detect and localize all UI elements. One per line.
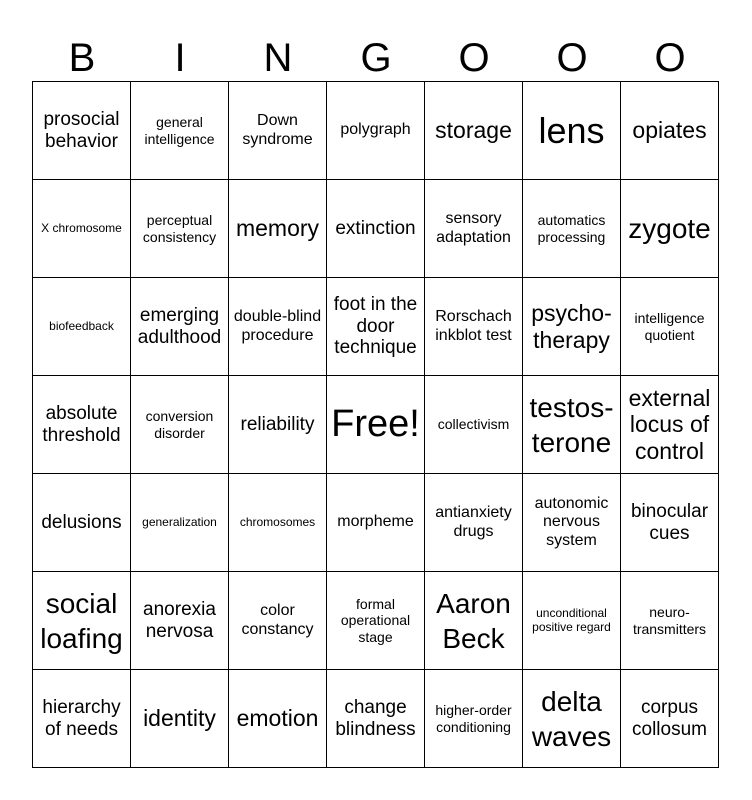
bingo-cell[interactable]: perceptual consistency	[131, 180, 229, 278]
header-letter-n: N	[263, 36, 293, 80]
bingo-cell[interactable]: psycho-therapy	[523, 278, 621, 376]
header-letter-i: I	[174, 36, 186, 80]
bingo-cell[interactable]: lens	[523, 82, 621, 180]
bingo-cell[interactable]: color constancy	[229, 572, 327, 670]
bingo-cell[interactable]: chromosomes	[229, 474, 327, 572]
bingo-cell[interactable]: biofeedback	[33, 278, 131, 376]
bingo-cell[interactable]: external locus of control	[621, 376, 719, 474]
bingo-cell[interactable]: prosocial behavior	[33, 82, 131, 180]
bingo-cell[interactable]: formal operational stage	[327, 572, 425, 670]
bingo-cell[interactable]: sensory adaptation	[425, 180, 523, 278]
bingo-cell[interactable]: automatics processing	[523, 180, 621, 278]
bingo-cell[interactable]: foot in the door technique	[327, 278, 425, 376]
bingo-cell[interactable]: delusions	[33, 474, 131, 572]
bingo-header	[33, 34, 719, 82]
bingo-cell[interactable]: change blindness	[327, 670, 425, 768]
bingo-cell[interactable]: identity	[131, 670, 229, 768]
bingo-cell[interactable]: morpheme	[327, 474, 425, 572]
bingo-board	[32, 81, 719, 768]
bingo-cell[interactable]: binocular cues	[621, 474, 719, 572]
bingo-cell[interactable]: memory	[229, 180, 327, 278]
header-letter-o-2: O	[556, 36, 588, 80]
bingo-cell[interactable]: testos-terone	[523, 376, 621, 474]
bingo-cell[interactable]: corpus collosum	[621, 670, 719, 768]
header-letter-g: G	[360, 36, 392, 80]
bingo-cell[interactable]: double-blind procedure	[229, 278, 327, 376]
bingo-cell[interactable]: polygraph	[327, 82, 425, 180]
bingo-cell[interactable]: delta waves	[523, 670, 621, 768]
bingo-cell[interactable]: reliability	[229, 376, 327, 474]
bingo-cell[interactable]: absolute threshold	[33, 376, 131, 474]
bingo-cell[interactable]: X chromosome	[33, 180, 131, 278]
bingo-cell[interactable]: conversion disorder	[131, 376, 229, 474]
bingo-cell[interactable]: unconditional positive regard	[523, 572, 621, 670]
bingo-cell[interactable]: higher-order conditioning	[425, 670, 523, 768]
bingo-cell[interactable]: storage	[425, 82, 523, 180]
bingo-cell[interactable]: Aaron Beck	[425, 572, 523, 670]
bingo-cell[interactable]: emerging adulthood	[131, 278, 229, 376]
bingo-cell[interactable]: emotion	[229, 670, 327, 768]
bingo-cell[interactable]: zygote	[621, 180, 719, 278]
bingo-cell[interactable]: hierarchy of needs	[33, 670, 131, 768]
header-letter-o: O	[458, 36, 490, 80]
bingo-cell[interactable]: social loafing	[33, 572, 131, 670]
bingo-cell[interactable]: intelligence quotient	[621, 278, 719, 376]
bingo-cell[interactable]: anorexia nervosa	[131, 572, 229, 670]
bingo-cell[interactable]: generalization	[131, 474, 229, 572]
bingo-cell[interactable]: collectivism	[425, 376, 523, 474]
free-space-cell[interactable]: Free!	[327, 376, 425, 474]
bingo-cell[interactable]: autonomic nervous system	[523, 474, 621, 572]
bingo-cell[interactable]: opiates	[621, 82, 719, 180]
bingo-cell[interactable]: Rorschach inkblot test	[425, 278, 523, 376]
bingo-cell[interactable]: general intelligence	[131, 82, 229, 180]
bingo-cell[interactable]: Down syndrome	[229, 82, 327, 180]
header-letter-b: B	[68, 36, 96, 80]
bingo-cell[interactable]: neuro-transmitters	[621, 572, 719, 670]
bingo-cell[interactable]: antianxiety drugs	[425, 474, 523, 572]
header-letter-o-3: O	[654, 36, 686, 80]
bingo-cell[interactable]: extinction	[327, 180, 425, 278]
